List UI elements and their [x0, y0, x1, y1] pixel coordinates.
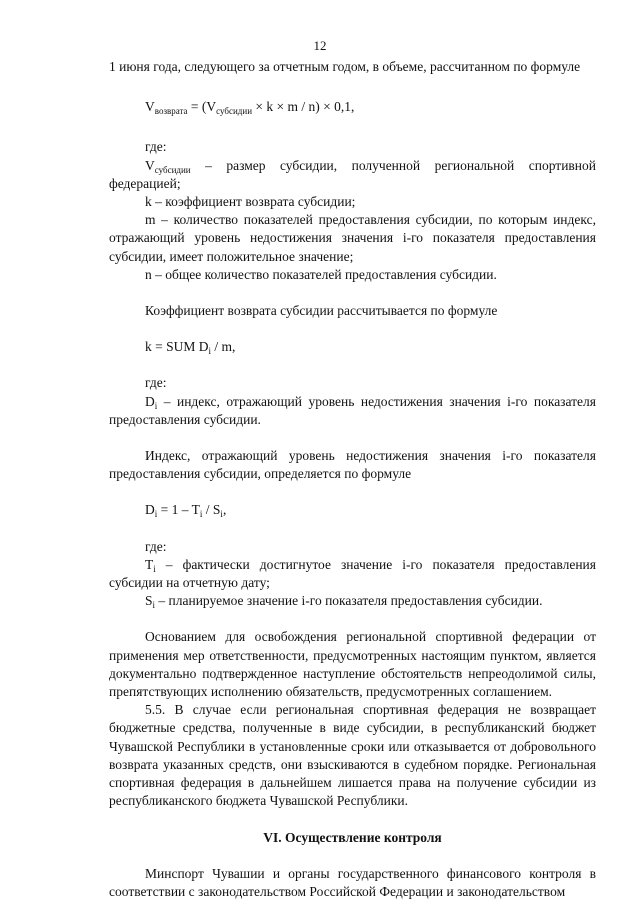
formula-return-volume: $V_{возврата} = (V_{субсидии} \times k \times m / n) \times 0,1$,	[145, 99, 355, 117]
page-number: 12	[313, 38, 327, 53]
index-intro: Индекс, отражающий уровень недостижения значения i-го показателя предоставления субсидии, определяется по формуле	[109, 448, 596, 482]
formula-coefficient: k = SUM $D_i$ / m,	[145, 339, 236, 357]
definition-v-subsidy: $V_{субсидии}$ – размер субсидии, полученной региональной спортивной федерацией;	[109, 157, 596, 191]
force-majeure-paragraph: Основанием для освобождения региональной спортивной федерации от применения мер ответственности, предусмотренных настоящим пунктом, является документально подтвержденное наступление обстоятельств непреодолимой силы, препятствующих исполнению обязательств, предусмотренных соглашением.	[109, 629, 596, 700]
clause-5-5: 5.5. В случае если региональная спортивная федерация не возвращает бюджетные средства, полученные в виде субсидии, в республиканский бюджет Чувашской Республики в установленные сроки или отказывается от добровольного возврата указанных средств, они взыскиваются в судебном порядке. Региональная спортивная федерация в дальнейшем лишается права на получение субсидии из республиканского бюджета Чувашской Республики.	[109, 702, 596, 809]
definition-n: n – общее количество показателей предоставления субсидии.	[145, 266, 497, 282]
definition-d: $D_i$ – индекс, отражающий уровень недостижения значения i-го показателя предоставления субсидии.	[109, 393, 596, 427]
formula-index: $D_i = 1 - T_i / S_i$,	[145, 502, 227, 520]
definition-m: m – количество показателей предоставления субсидии, по которым индекс, отражающий уровень недостижения значения i-го показателя предоставления субсидии, имеет положительное значение;	[109, 212, 596, 264]
where-label-1: где:	[145, 139, 167, 155]
where-label-3: где:	[145, 538, 167, 554]
coefficient-intro: Коэффициент возврата субсидии рассчитывается по формуле	[145, 303, 498, 319]
definition-t: $T_i$ – фактически достигнутое значение i-го показателя предоставления субсидии на отчетную дату;	[109, 556, 596, 591]
definition-k: k – коэффициент возврата субсидии;	[145, 194, 356, 210]
where-label-2: где:	[145, 375, 167, 391]
section-heading: VI. Осуществление контроля	[263, 829, 442, 845]
control-paragraph: Минспорт Чувашии и органы государственного финансового контроля в соответствии с законодательством Российской Федерации и законодательством	[109, 865, 596, 899]
intro-paragraph: 1 июня года, следующего за отчетным годом, в объеме, рассчитанном по формуле	[109, 59, 581, 74]
definition-s: $S_i$ – планируемое значение i-го показателя предоставления субсидии.	[145, 593, 543, 611]
document-body	[109, 58, 596, 901]
